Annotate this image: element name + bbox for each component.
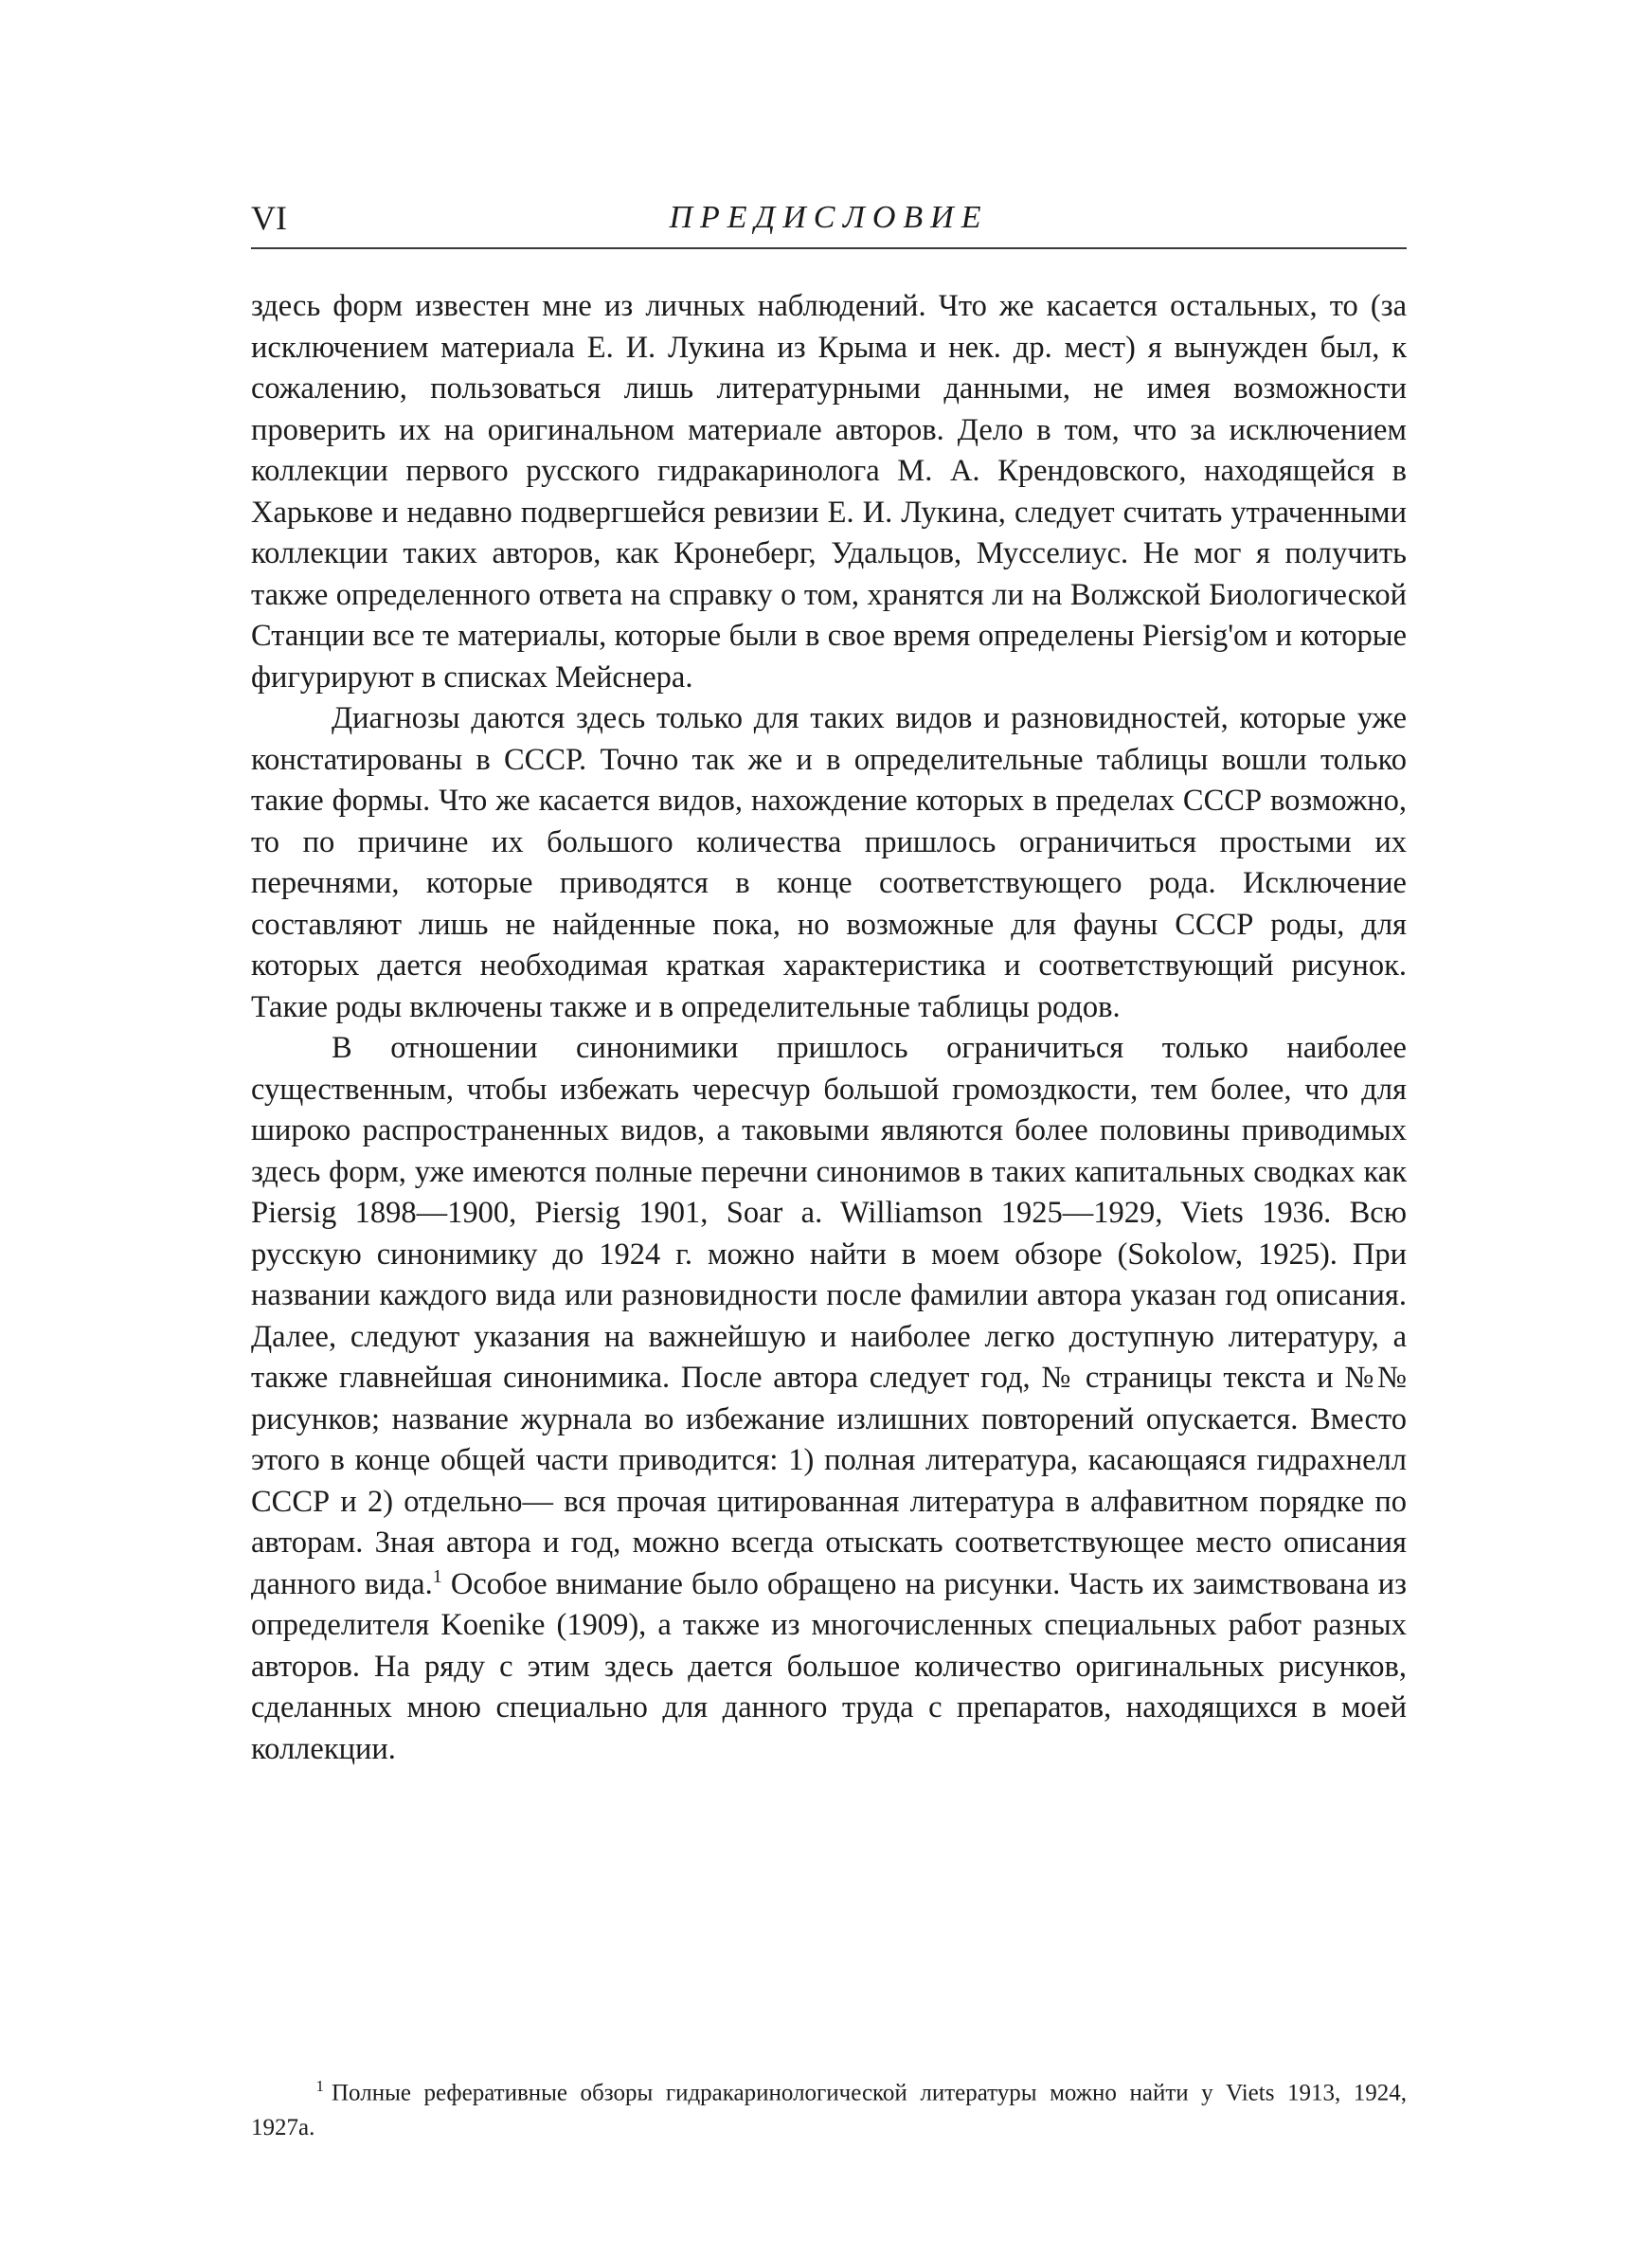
paragraph-3-text-a: В отношении синонимики пришлось ограничиться только наиболее существенным, чтобы избежать чересчур большой громоздкости, тем более, что для широко распространенных видов, а таковыми являются более половины приводимых здесь форм, уже имеются полные перечни синонимов в таких капитальных сводках как Piersig 1898—1900, Piersig 1901, Soar a. Williamson 1925—1929, Viets 1936. Всю русскую синонимику до 1924 г. можно найти в моем обзоре (Sokolow, 1925). При названии каждого вида или разновидности после фамилии автора указан год описания. Далее, следуют указания на важнейшую и наиболее легко доступную литературу, а также главнейшая синонимика. После автора следует год, № страницы текста и №№ рисунков; название журнала во избежание излишних повторений опускается. Вместо этого в конце общей части приводится: 1) полная литература, касающаяся гидрахнелл СССР и 2) отдельно— вся прочая цитированная литература в алфавитном порядке по авторам. Зная автора и год, можно всегда отыскать соответствующее место описания данного вида. bbox=[251, 1031, 1407, 1601]
paragraph-3-text-b: Особое внимание было обращено на рисунки. Часть их заимствована из определителя Koenike (1909), а также из многочисленных специальных работ разных авторов. На ряду с этим здесь дается большое количество оригинальных рисунков, сделанных мною специально для данного труда с препаратов, находящихся в моей коллекции. bbox=[251, 1566, 1408, 1766]
footnote-text: Полные реферативные обзоры гидракаринологической литературы можно найти у Viets 1913, 1924, 1927a. bbox=[251, 2080, 1407, 2141]
paragraph-1: здесь форм известен мне из личных наблюдений. Что же касается остальных, то (за исключением материала Е. И. Лукина из Крыма и нек. др. мест) я вынужден был, к сожалению, пользоваться лишь литературными данными, не имея возможности проверить их на оригинальном материале авторов. Дело в том, что за исключением коллекции первого русского гидракаринолога М. А. Крендовского, находящейся в Харькове и недавно подвергшейся ревизии Е. И. Лукина, следует считать утраченными коллекции таких авторов, как Кронеберг, Удальцов, Мусселиус. Не мог я получить также определенного ответа на справку о том, хранятся ли на Волжской Биологической Станции все те материалы, которые были в свое время определены Piersig'ом и которые фигурируют в списках Мейснера. bbox=[251, 289, 1407, 695]
header-rule bbox=[251, 247, 1407, 249]
paragraph-3 bbox=[251, 1028, 1407, 1770]
page-number: VI bbox=[251, 199, 287, 237]
footnote-mark bbox=[251, 2068, 332, 2110]
footnote bbox=[251, 2068, 1407, 2145]
paragraph-2: Диагнозы даются здесь только для таких видов и разновидностей, которые уже констатированы в СССР. Точно так же и в определительные таблицы вошли только такие формы. Что же касается видов, нахождение которых в пределах СССР возможно, то по причине их большого количества пришлось ограничиться простыми их перечнями, которые приводятся в конце соответствующего рода. Исключение составляют лишь не найденные пока, но возможные для фауны СССР роды, для которых дается необходимая краткая характеристика и соответствующий рисунок. Такие роды включены также и в определительные таблицы родов. bbox=[251, 701, 1407, 1024]
footnote-reference[interactable]: 1 bbox=[432, 1565, 442, 1587]
running-head bbox=[251, 194, 1407, 251]
section-title: ПРЕДИСЛОВИЕ bbox=[669, 200, 989, 235]
footnote-number: 1 bbox=[315, 2077, 324, 2095]
body-text bbox=[251, 286, 1407, 1770]
